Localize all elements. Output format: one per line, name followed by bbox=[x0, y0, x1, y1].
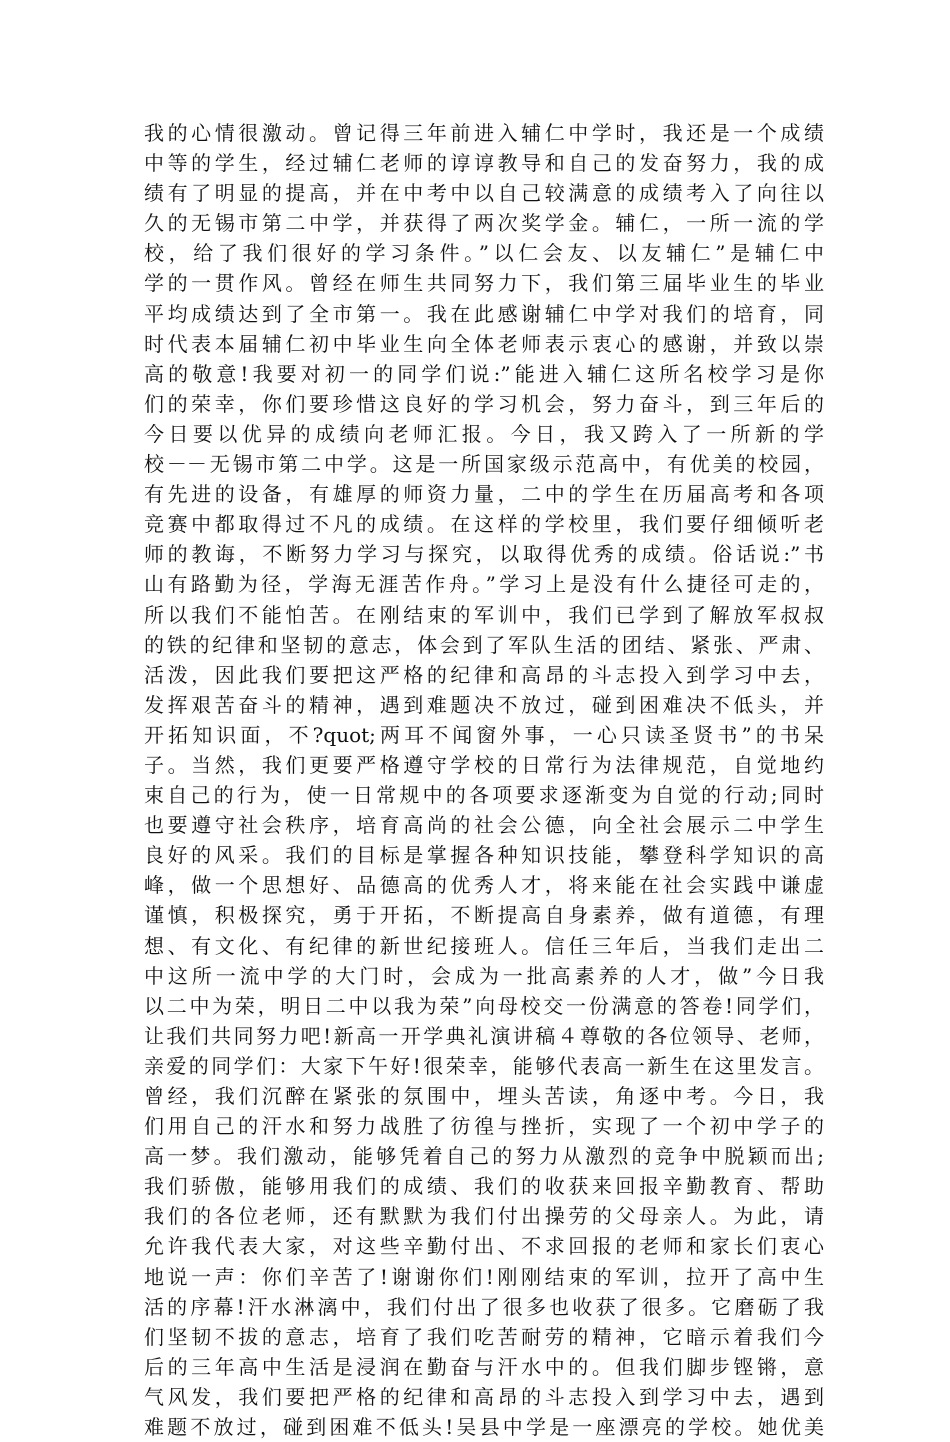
text-line: 师的教诲，不断努力学习与探究，以取得优秀的成绩。俗话说:”书 bbox=[144, 542, 824, 567]
text-line: 山有路勤为径，学海无涯苦作舟。”学习上是没有什么捷径可走的， bbox=[144, 572, 824, 597]
text-line: 久的无锡市第二中学，并获得了两次奖学金。辅仁，一所一流的学 bbox=[144, 211, 824, 236]
text-line: 中这所一流中学的大门时，会成为一批高素养的人才，做”今日我 bbox=[144, 963, 824, 988]
text-line: 后的三年高中生活是浸润在勤奋与汗水中的。但我们脚步铿锵，意 bbox=[144, 1354, 824, 1379]
text-line: 谨慎，积极探究，勇于开拓，不断提高自身素养，做有道德，有理 bbox=[144, 903, 824, 928]
text-line: 们用自己的汗水和努力战胜了彷徨与挫折，实现了一个初中学子的 bbox=[144, 1114, 824, 1139]
text-line: 有先进的设备，有雄厚的师资力量，二中的学生在历届高考和各项 bbox=[144, 482, 824, 507]
text-line: 校，给了我们很好的学习条件。”以仁会友、以友辅仁”是辅仁中 bbox=[144, 241, 824, 266]
text-line: 也要遵守社会秩序，培育高尚的社会公德，向全社会展示二中学生 bbox=[144, 813, 824, 838]
text-line: 让我们共同努力吧!新高一开学典礼演讲稿４尊敬的各位领导、老师， bbox=[144, 1023, 824, 1048]
text-line: 峰，做一个思想好、品德高的优秀人才，将来能在社会实践中谦虚 bbox=[144, 873, 824, 898]
text-line: 活泼，因此我们要把这严格的纪律和高昂的斗志投入到学习中去， bbox=[144, 662, 824, 687]
text-line: 绩有了明显的提高，并在中考中以自己较满意的成绩考入了向往以 bbox=[144, 181, 824, 206]
text-line: 发挥艰苦奋斗的精神，遇到难题决不放过，碰到困难决不低头，并 bbox=[144, 692, 824, 717]
text-line: 地说一声：你们辛苦了!谢谢你们!刚刚结束的军训，拉开了高中生 bbox=[144, 1264, 824, 1289]
text-line: 竞赛中都取得过不凡的成绩。在这样的学校里，我们要仔细倾听老 bbox=[144, 512, 824, 537]
text-line: 难题不放过，碰到困难不低头!吴县中学是一座漂亮的学校。她优美 bbox=[144, 1415, 824, 1440]
text-line: 中等的学生，经过辅仁老师的谆谆教导和自己的发奋努力，我的成 bbox=[144, 151, 824, 176]
body-text bbox=[144, 118, 824, 1442]
text-line: 束自己的行为，使一日常规中的各项要求逐渐变为自觉的行动;同时 bbox=[144, 783, 824, 808]
text-line: 气风发，我们要把严格的纪律和高昂的斗志投入到学习中去，遇到 bbox=[144, 1384, 824, 1409]
text-line: 高一梦。我们激动，能够凭着自己的努力从激烈的竞争中脱颖而出; bbox=[144, 1144, 824, 1169]
text-line: 子。当然，我们更要严格遵守学校的日常行为法律规范，自觉地约 bbox=[144, 752, 824, 777]
text-line: 以二中为荣，明日二中以我为荣”向母校交一份满意的答卷!同学们， bbox=[144, 993, 824, 1018]
text-line: 开拓知识面，不?quot;两耳不闻窗外事，一心只读圣贤书”的书呆 bbox=[144, 722, 824, 747]
text-line: 活的序幕!汗水淋漓中，我们付出了很多也收获了很多。它磨砺了我 bbox=[144, 1294, 824, 1319]
text-line: 平均成绩达到了全市第一。我在此感谢辅仁中学对我们的培育，同 bbox=[144, 301, 824, 326]
text-line: 允许我代表大家，对这些辛勤付出、不求回报的老师和家长们衷心 bbox=[144, 1234, 824, 1259]
text-line: 学的一贯作风。曾经在师生共同努力下，我们第三届毕业生的毕业 bbox=[144, 271, 824, 296]
text-line: 的铁的纪律和坚韧的意志，体会到了军队生活的团结、紧张、严肃、 bbox=[144, 632, 824, 657]
text-line: 想、有文化、有纪律的新世纪接班人。信任三年后，当我们走出二 bbox=[144, 933, 824, 958]
text-line: 亲爱的同学们：大家下午好!很荣幸，能够代表高一新生在这里发言。 bbox=[144, 1053, 824, 1078]
text-line: 我们骄傲，能够用我们的成绩、我们的收获来回报辛勤教育、帮助 bbox=[144, 1174, 824, 1199]
text-line: 们坚韧不拔的意志，培育了我们吃苦耐劳的精神，它暗示着我们今 bbox=[144, 1324, 824, 1349]
text-line: 曾经，我们沉醉在紧张的氛围中，埋头苦读，角逐中考。今日，我 bbox=[144, 1084, 824, 1108]
text-line: 我的心情很激动。曾记得三年前进入辅仁中学时，我还是一个成绩 bbox=[144, 121, 824, 145]
text-line: 今日要以优异的成绩向老师汇报。今日，我又跨入了一所新的学 bbox=[144, 421, 824, 446]
text-line: 高的敬意!我要对初一的同学们说:”能进入辅仁这所名校学习是你 bbox=[144, 361, 824, 386]
text-line: 良好的风采。我们的目标是掌握各种知识技能，攀登科学知识的高 bbox=[144, 843, 824, 868]
text-line: 我们的各位老师，还有默默为我们付出操劳的父母亲人。为此，请 bbox=[144, 1204, 824, 1229]
text-line: 们的荣幸，你们要珍惜这良好的学习机会，努力奋斗，到三年后的 bbox=[144, 391, 824, 416]
text-line: 所以我们不能怕苦。在刚结束的军训中，我们已学到了解放军叔叔 bbox=[144, 602, 824, 627]
text-line: 时代表本届辅仁初中毕业生向全体老师表示衷心的感谢，并致以崇 bbox=[144, 331, 824, 356]
text-line: 校－－无锡市第二中学。这是一所国家级示范高中，有优美的校园， bbox=[144, 452, 824, 477]
